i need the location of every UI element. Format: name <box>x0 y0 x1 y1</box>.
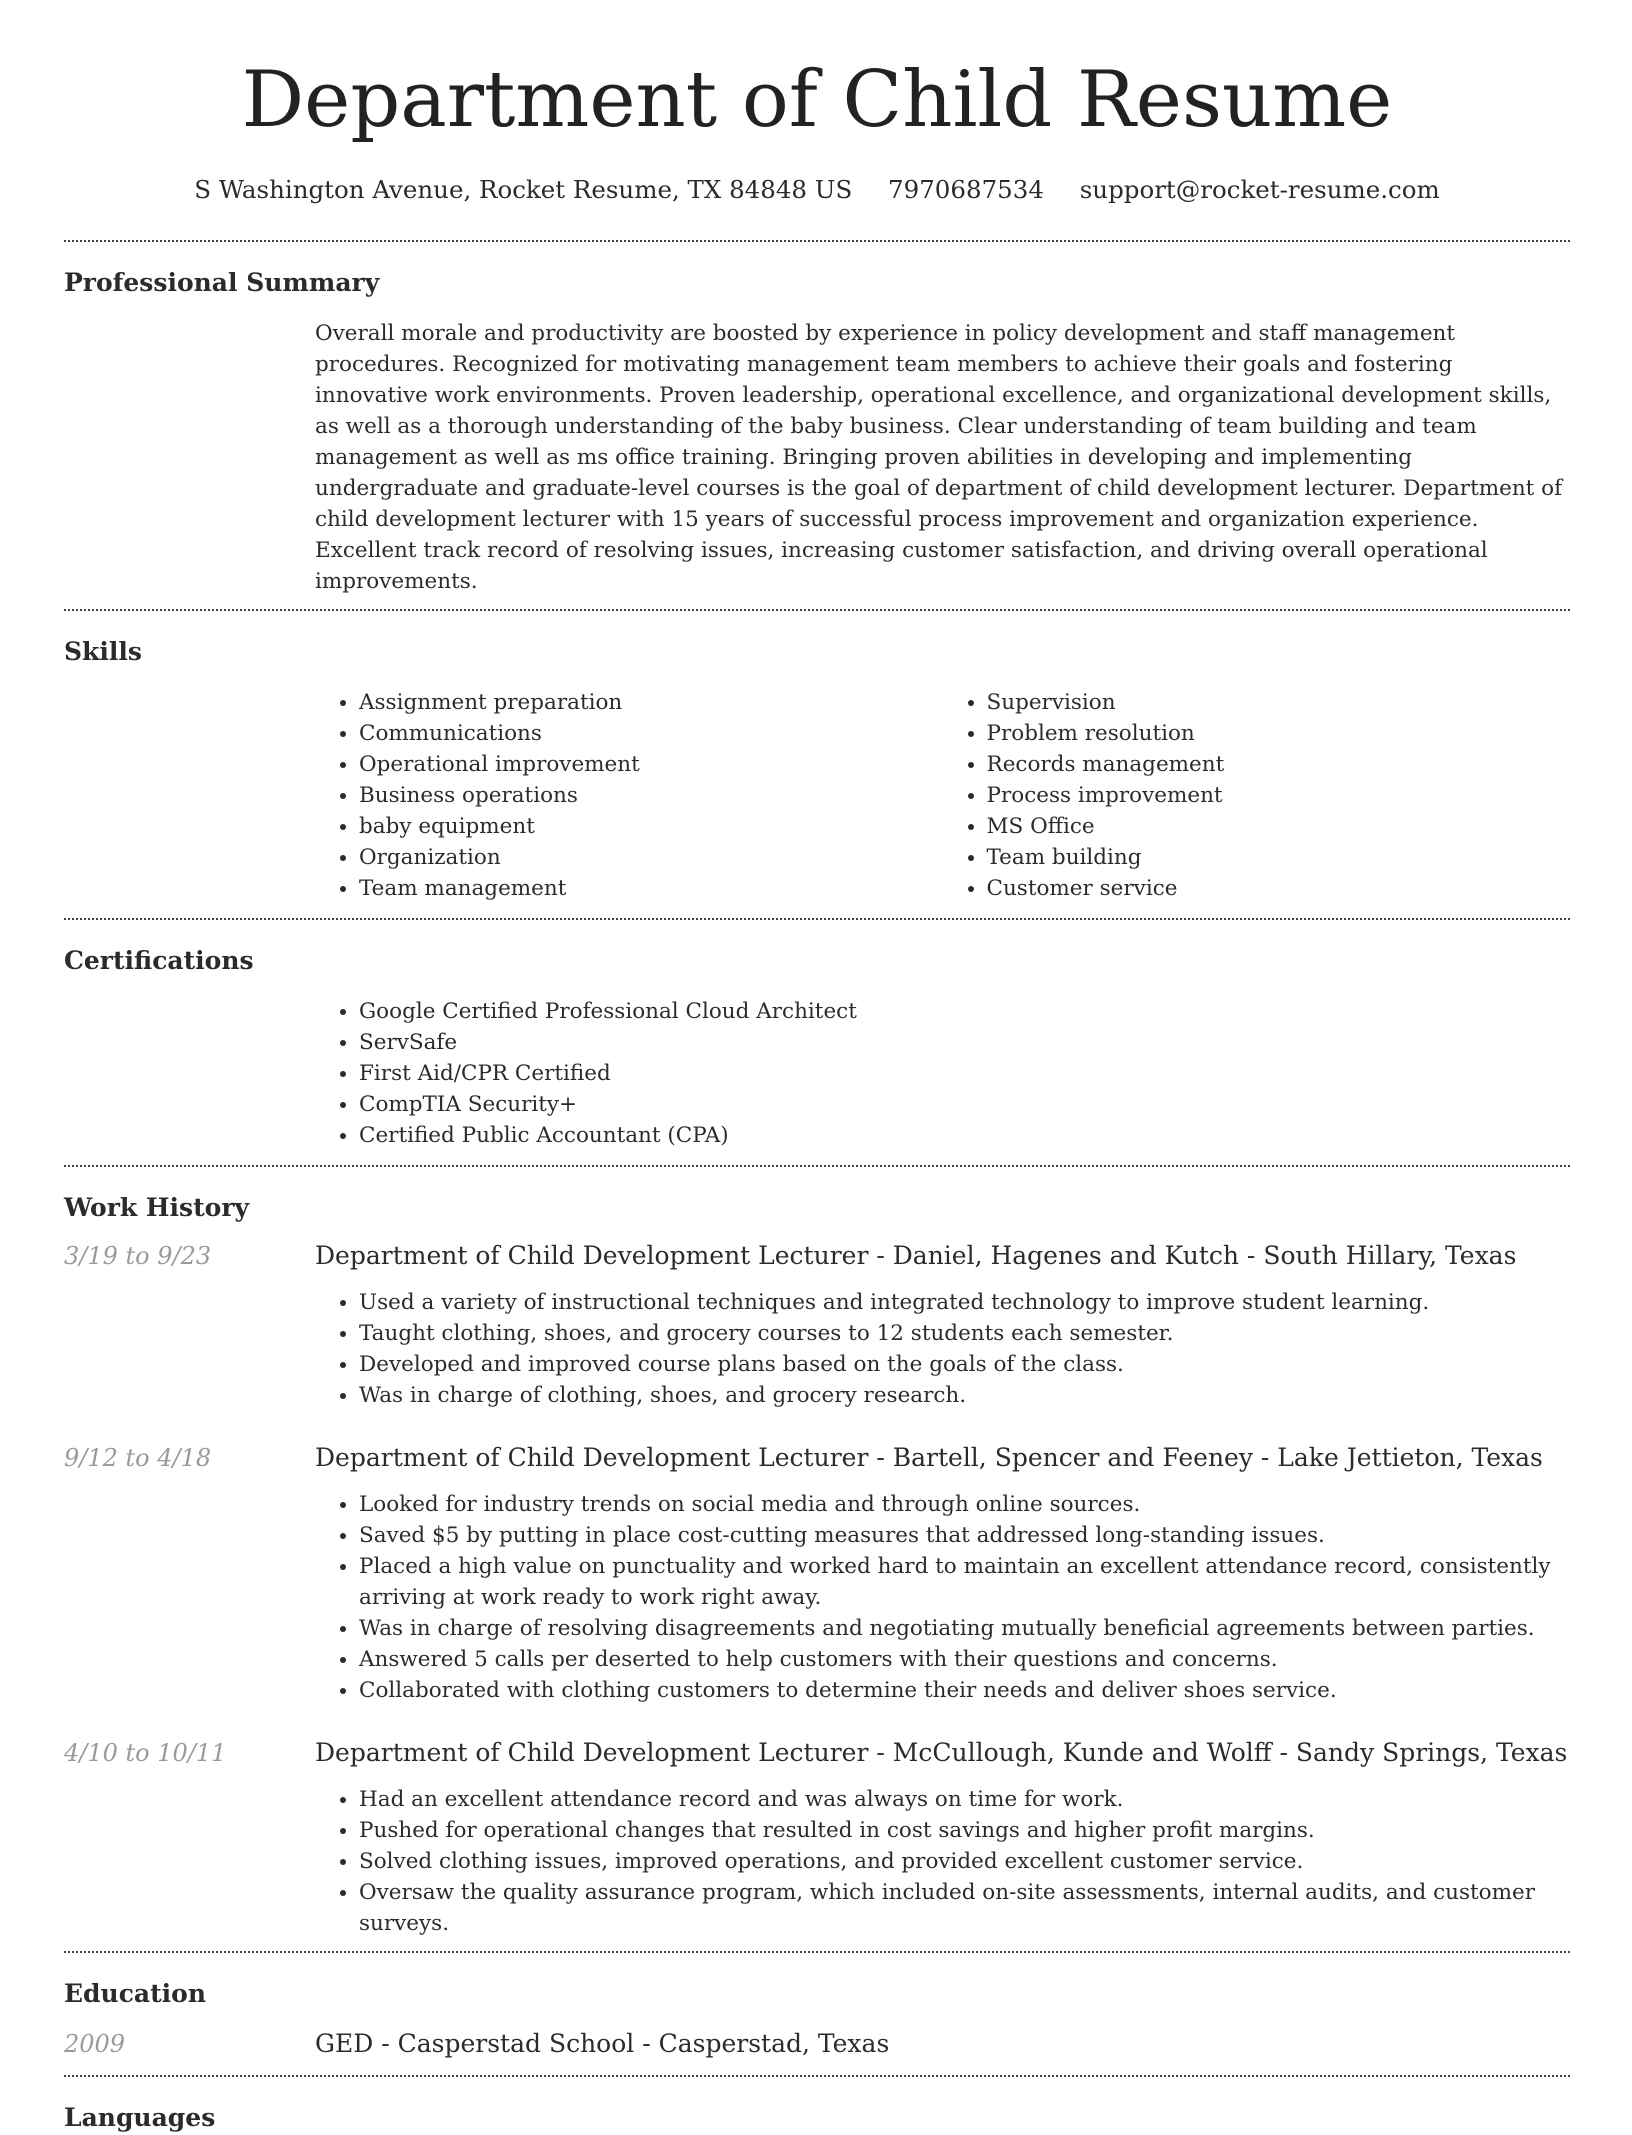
skills-list-right <box>943 687 1571 904</box>
job-bullet: • Answered 5 calls per deserted to help customers with their questions and concerns. <box>359 1644 1570 1675</box>
contact-email: support@rocket-resume.com <box>1079 175 1440 204</box>
job-bullet: • Placed a high value on punctuality and worked hard to maintain an excellent attendance record, consistently arriving at work ready to work right away. <box>359 1551 1570 1613</box>
job-bullet: • Was in charge of resolving disagreements and negotiating mutually beneficial agreements between parties. <box>359 1613 1570 1644</box>
section-title-education: Education <box>64 1979 207 2008</box>
job-entry <box>64 1736 1570 1939</box>
job-bullet: • Was in charge of clothing, shoes, and grocery research. <box>359 1380 1570 1411</box>
skill-item: • Operational improvement <box>359 749 943 780</box>
skill-item: • Customer service <box>987 873 1571 904</box>
education-entry <box>64 2027 1570 2061</box>
skill-item: • Team building <box>987 842 1571 873</box>
section-title-work-history: Work History <box>64 1193 250 1222</box>
languages-section <box>64 2077 1570 2135</box>
job-bullets <box>315 1489 1570 1706</box>
skill-item: • baby equipment <box>359 811 943 842</box>
skill-item: • Problem resolution <box>987 718 1571 749</box>
job-bullets <box>315 1784 1570 1939</box>
skill-item: • MS Office <box>987 811 1571 842</box>
skill-item: • Process improvement <box>987 780 1571 811</box>
job-bullet: • Developed and improved course plans based on the goals of the class. <box>359 1349 1570 1380</box>
skills-section <box>64 611 1570 904</box>
education-date: 2009 <box>64 2030 126 2058</box>
work-history-section <box>64 1167 1570 1951</box>
job-title: Department of Child Development Lecturer - Daniel, Hagenes and Kutch - South Hillary, Texas <box>315 1241 1517 1270</box>
section-title-certifications: Certifications <box>64 946 254 975</box>
job-bullet: • Oversaw the quality assurance program, which included on-site assessments, internal audits, and customer surveys. <box>359 1877 1570 1939</box>
job-bullet: • Solved clothing issues, improved operations, and provided excellent customer service. <box>359 1846 1570 1877</box>
summary-text: Overall morale and productivity are boosted by experience in policy development and staff management procedures. Recognized for motivating management team members to achieve their goals and fostering innovative work environments. Proven leadership, operational excellence, and organizational development skills, as well as a thorough understanding of the baby business. Clear understanding of team building and team management as well as ms office training. Bringing proven abilities in developing and implementing undergraduate and graduate-level courses is the goal of department of child development lecturer. Department of child development lecturer with 15 years of successful process improvement and organization experience. Excellent track record of resolving issues, increasing customer satisfaction, and driving overall operational improvements. <box>315 321 1563 594</box>
certification-item: • First Aid/CPR Certified <box>359 1058 1570 1089</box>
certifications-section <box>64 920 1570 1151</box>
job-bullet: • Used a variety of instructional techniques and integrated technology to improve student learning. <box>359 1287 1570 1318</box>
skill-item: • Communications <box>359 718 943 749</box>
job-entry <box>64 1239 1570 1411</box>
certification-item: • ServSafe <box>359 1027 1570 1058</box>
certification-item: • Certified Public Accountant (CPA) <box>359 1120 1570 1151</box>
education-title: GED - Casperstad School - Casperstad, Texas <box>315 2029 890 2058</box>
job-date: 3/19 to 9/23 <box>64 1242 212 1270</box>
skill-item: • Organization <box>359 842 943 873</box>
certification-item: • Google Certified Professional Cloud Architect <box>359 996 1570 1027</box>
section-title-languages: Languages <box>64 2103 216 2132</box>
job-entry <box>64 1441 1570 1706</box>
skill-item: • Assignment preparation <box>359 687 943 718</box>
job-bullet: • Pushed for operational changes that resulted in cost savings and higher profit margins. <box>359 1815 1570 1846</box>
contact-line <box>64 174 1570 206</box>
resume-name: Department of Child Resume <box>241 55 1393 145</box>
contact-address: S Washington Avenue, Rocket Resume, TX 84848 US <box>194 175 853 204</box>
job-bullet: • Had an excellent attendance record and was always on time for work. <box>359 1784 1570 1815</box>
resume-page <box>64 0 1570 2135</box>
skill-item: • Records management <box>987 749 1571 780</box>
job-bullet: • Taught clothing, shoes, and grocery courses to 12 students each semester. <box>359 1318 1570 1349</box>
skills-list-left <box>315 687 943 904</box>
certification-item: • CompTIA Security+ <box>359 1089 1570 1120</box>
summary-section <box>64 242 1570 597</box>
job-date: 4/10 to 10/11 <box>64 1739 227 1767</box>
job-bullet: • Collaborated with clothing customers to determine their needs and deliver shoes service. <box>359 1675 1570 1706</box>
skill-item: • Team management <box>359 873 943 904</box>
section-title-skills: Skills <box>64 637 142 666</box>
skill-item: • Supervision <box>987 687 1571 718</box>
section-title-summary: Professional Summary <box>64 268 380 297</box>
job-bullet: • Saved $5 by putting in place cost-cutting measures that addressed long-standing issues. <box>359 1520 1570 1551</box>
job-date: 9/12 to 4/18 <box>64 1444 212 1472</box>
skill-item: • Business operations <box>359 780 943 811</box>
certifications-list <box>315 996 1570 1151</box>
job-bullets <box>315 1287 1570 1411</box>
job-bullet: • Looked for industry trends on social media and through online sources. <box>359 1489 1570 1520</box>
education-section <box>64 1953 1570 2061</box>
job-title: Department of Child Development Lecturer - McCullough, Kunde and Wolff - Sandy Springs, Texas <box>315 1738 1568 1767</box>
contact-phone: 7970687534 <box>888 175 1044 204</box>
job-title: Department of Child Development Lecturer - Bartell, Spencer and Feeney - Lake Jettieton, Texas <box>315 1443 1543 1472</box>
